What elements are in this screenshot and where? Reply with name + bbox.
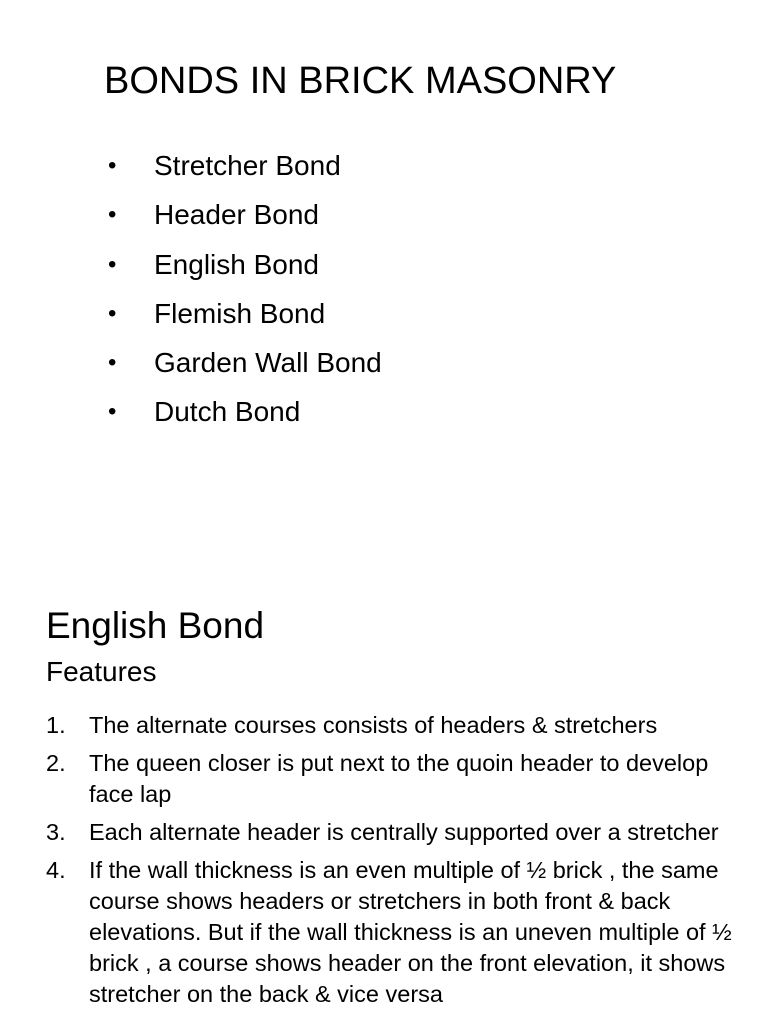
bullet-icon: •: [108, 152, 117, 179]
slide-english-bond: [0, 580, 768, 1024]
list-item-label: Stretcher Bond: [154, 150, 341, 181]
slide-title: English Bond: [46, 605, 265, 646]
list-item-text: The alternate courses consists of headers & stretchers: [89, 712, 658, 738]
list-item-label: English Bond: [154, 248, 320, 280]
list-item: [46, 817, 746, 848]
bullet-icon: •: [108, 349, 117, 377]
list-item-number: 3.: [46, 819, 66, 845]
bullet-icon: •: [108, 201, 117, 229]
bullet-icon: •: [108, 398, 117, 426]
section-subtitle: Features: [46, 656, 157, 687]
list-item-label: Garden Wall Bond: [154, 347, 382, 379]
list-item-number: 1.: [46, 712, 66, 738]
list-item-text: Each alternate header is centrally supported over a stretcher: [89, 819, 719, 845]
slide-title: BONDS IN BRICK MASONRY: [104, 60, 617, 102]
list-item-label: Dutch Bond: [154, 396, 301, 428]
bullet-icon: •: [108, 299, 117, 327]
list-item: [46, 710, 746, 741]
list-item: [46, 855, 746, 1010]
list-item-number: 4.: [46, 857, 66, 883]
list-item-label: Flemish Bond: [154, 297, 326, 329]
list-item-text: If the wall thickness is an even multiple of ½ brick , the same course shows headers or stretchers in both front & back elevations. But if the wall thickness is an uneven multiple of ½ brick , a course shows header on the front elevation, it shows stretcher on the back & vice versa: [89, 857, 732, 1007]
list-item-label: Header Bond: [154, 199, 320, 231]
list-item-text: The queen closer is put next to the quoin header to develop face lap: [89, 750, 709, 807]
list-item-number: 2.: [46, 750, 66, 776]
bullet-icon: •: [108, 250, 117, 278]
features-list: [46, 710, 746, 1017]
list-item: [46, 748, 746, 810]
